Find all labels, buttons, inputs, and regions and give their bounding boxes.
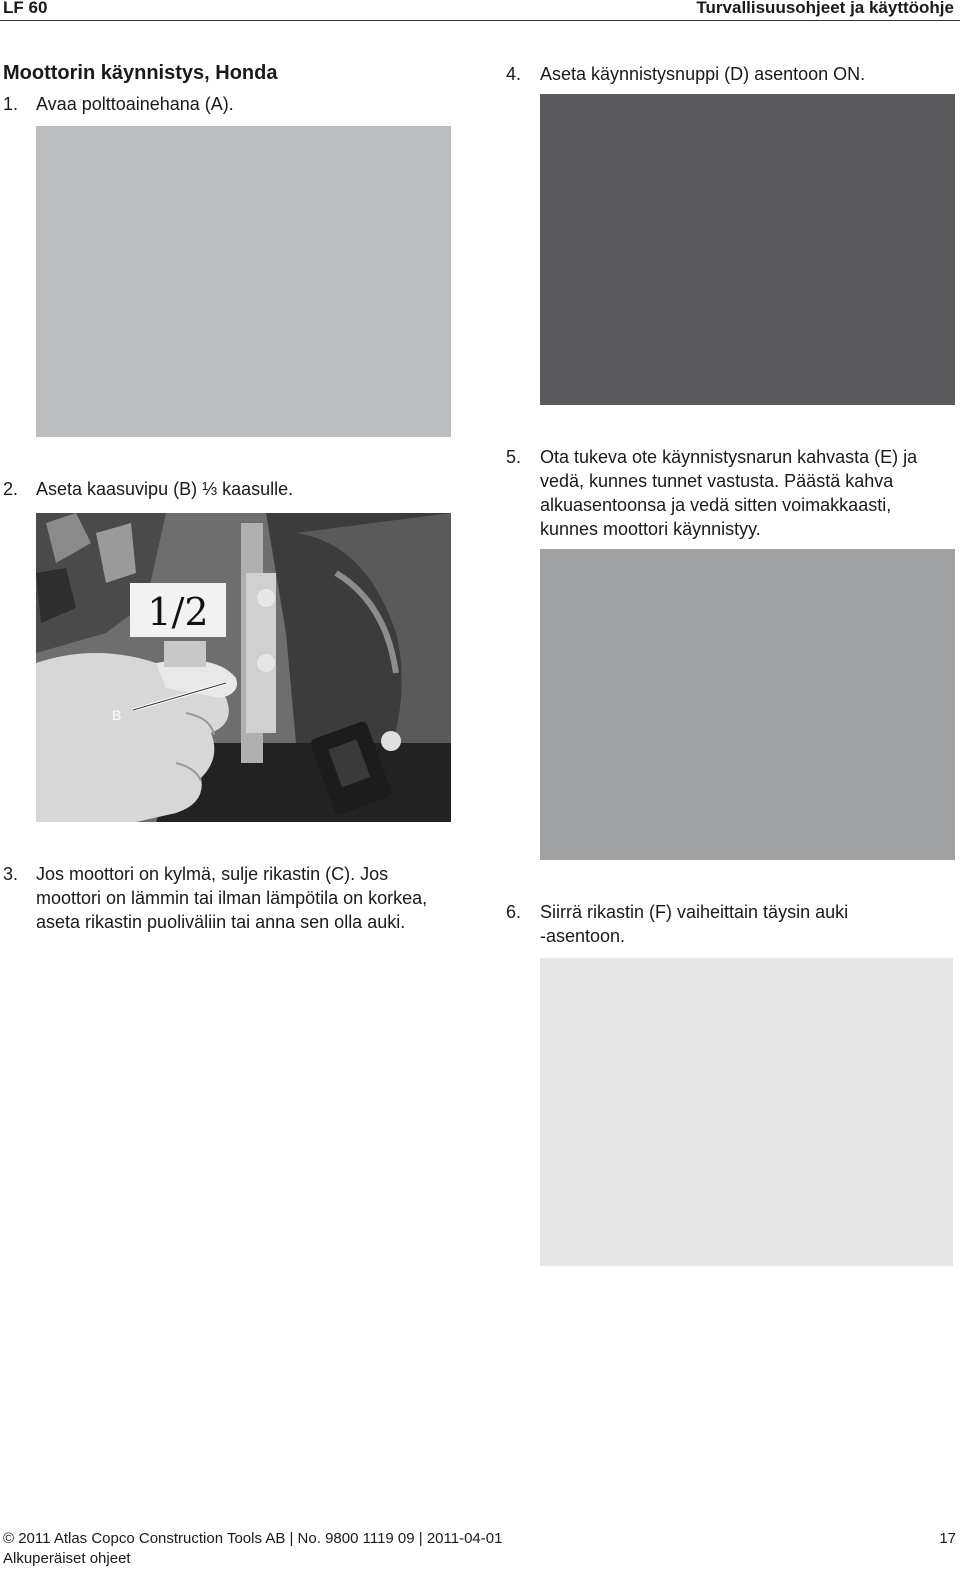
decal-label: 1/2 [147, 590, 209, 634]
step-2-text: Aseta kaasuvipu (B) ⅓ kaasulle. [36, 479, 294, 499]
header-model: LF 60 [3, 0, 48, 17]
footer-original-note: Alkuperäiset ohjeet [3, 1550, 131, 1567]
step-5-line-1: Ota tukeva ote käynnistysnarun kahvasta (E) ja [540, 447, 918, 467]
step-3-line-2: moottori on lämmin tai ilman lämpötila on korkea, [36, 888, 428, 908]
step-3-line-3: aseta rikastin puoliväliin tai anna sen olla auki. [36, 912, 406, 932]
step-3-number: 3. [3, 864, 19, 884]
step-2-number: 2. [3, 479, 19, 499]
photo-starter-rope [540, 549, 955, 860]
footer-copyright: © 2011 Atlas Copco Construction Tools AB | No. 9800 1119 09 | 2011-04-01 [3, 1530, 503, 1547]
step-1-text: Avaa polttoainehana (A). [36, 94, 234, 114]
section-title: Moottorin käynnistys, Honda [3, 62, 278, 84]
step-5-number: 5. [506, 447, 522, 467]
header-title: Turvallisuusohjeet ja käyttöohje [696, 0, 954, 17]
step-4-number: 4. [506, 64, 522, 84]
photo-choke-open [540, 958, 953, 1266]
step-6-line-1: Siirrä rikastin (F) vaiheittain täysin auki [540, 902, 849, 922]
step-5-line-2: vedä, kunnes tunnet vastusta. Päästä kahva [540, 471, 894, 491]
step-1-number: 1. [3, 94, 19, 114]
step-6-line-2: -asentoon. [540, 926, 626, 946]
page-number: 17 [939, 1530, 956, 1547]
step-4-text: Aseta käynnistysnuppi (D) asentoon ON. [540, 64, 866, 84]
header-rule [0, 20, 960, 21]
step-6-number: 6. [506, 902, 522, 922]
step-5-line-3: alkuasentoonsa ja vedä sitten voimakkaasti, [540, 495, 892, 515]
photo-throttle-lever [36, 513, 451, 822]
photo-ignition-knob [540, 94, 955, 405]
step-5-line-4: kunnes moottori käynnistyy. [540, 519, 761, 539]
photo-fuel-valve [36, 126, 451, 437]
step-3-line-1: Jos moottori on kylmä, sulje rikastin (C). Jos [36, 864, 389, 884]
callout-b-label: B [112, 707, 122, 723]
